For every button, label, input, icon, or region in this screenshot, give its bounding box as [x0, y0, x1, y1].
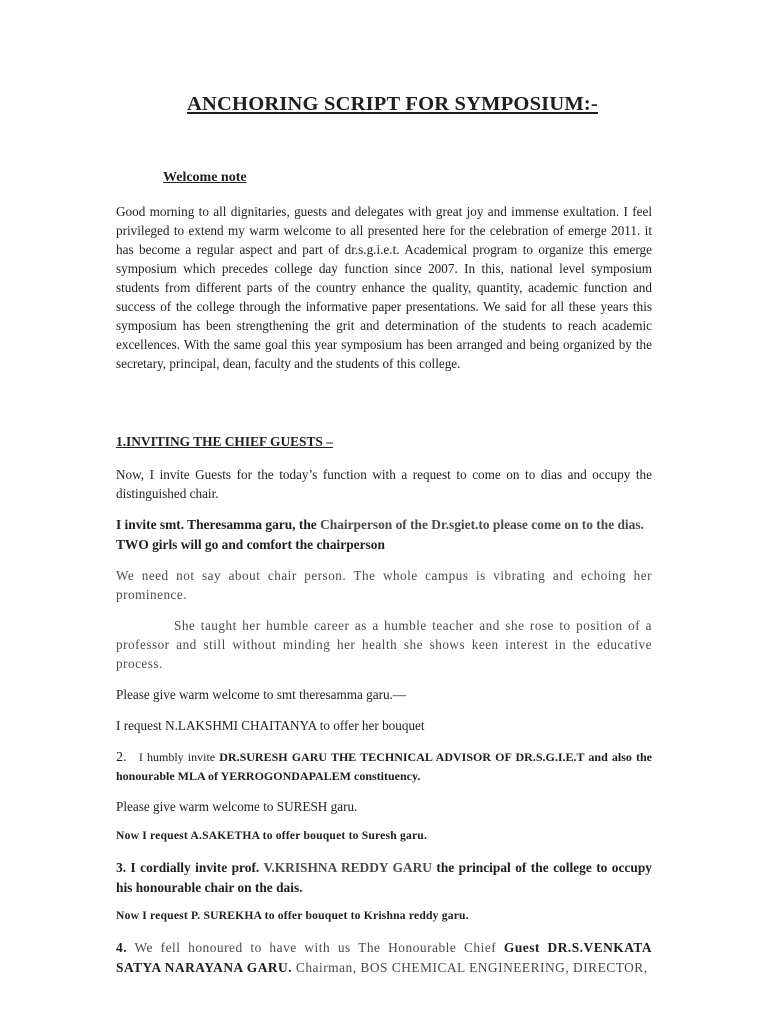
- item-4-guest: Guest DR.S.VENKATA SATYA NARAYANA GARU.: [116, 940, 652, 975]
- item-4-tail: Chairman, BOS CHEMICAL ENGINEERING, DIRECTOR,: [292, 960, 648, 975]
- section1-heading: 1.INVITING THE CHIEF GUESTS –: [116, 434, 333, 449]
- item-4-number: 4.: [116, 940, 128, 955]
- item-4-lead: We fell honoured to have with us The Honourable Chief: [127, 940, 504, 955]
- item-3-bouquet: Now I request P. SUREKHA to offer bouquet to Krishna reddy garu.: [116, 909, 469, 922]
- item-2-bouquet: Now I request A.SAKETHA to offer bouquet to Suresh garu.: [116, 829, 428, 842]
- item-2-lead: I humbly invite: [138, 750, 220, 764]
- invite-chairperson: [116, 515, 652, 555]
- welcome-paragraph: Good morning to all dignitaries, guests and delegates with great joy and immense exultation. I feel privileged to extend my warm welcome to all presented here for the celebration of emerge 2011. it has become a regular aspect and part of dr.s.g.i.e.t. Academical program to organize this emerge symposium which precedes college day function since 2007. In this, national level symposium students from different parts of the country enhance the quality, quantity, academic function and success of the college through the informative paper presentations. We said for all these years this symposium has been strengthening the grit and determination of the students to reach academic excellences. With the same goal this year symposium has been arranged and being organized by the secretary, principal, dean, faculty and the students of this college.: [116, 204, 652, 371]
- item-2-number: 2.: [116, 750, 127, 765]
- item-3-number: 3.: [116, 860, 127, 875]
- item-3-tail: the principal of the college to occupy his honourable chair on the dais.: [116, 860, 652, 895]
- page-title: ANCHORING SCRIPT FOR SYMPOSIUM:-: [187, 93, 598, 115]
- item-3-name: V.KRISHNA REDDY GARU: [263, 860, 432, 875]
- section1-intro: Now, I invite Guests for the today’s function with a request to come on to dias and occupy the distinguished chair.: [116, 467, 652, 501]
- invite-chairperson-role: Chairperson of the Dr.sgiet.to please come on to the dias.: [320, 517, 644, 532]
- invite-chairperson-lead: I invite smt. Theresamma garu, the: [116, 517, 321, 532]
- welcome-smt-line: Please give warm welcome to smt theresamma garu.—: [116, 687, 407, 702]
- welcome-note-heading: Welcome note: [163, 170, 247, 185]
- item-2-bold: DR.SURESH GARU THE TECHNICAL ADVISOR OF DR.S.G.I.E.T and also the honourable MLA of YERROGONDAPALEM constituency.: [116, 750, 653, 783]
- item-2-welcome: Please give warm welcome to SURESH garu.: [116, 799, 358, 814]
- item-2-invite: [116, 748, 652, 785]
- career-note: She taught her humble career as a humble teacher and she rose to position of a professor and still without minding her health she shows keen interest in the educative process.: [116, 618, 652, 671]
- bouquet-request-1: I request N.LAKSHMI CHAITANYA to offer her bouquet: [116, 718, 425, 733]
- chairperson-note: We need not say about chair person. The whole campus is vibrating and echoing her prominence.: [116, 568, 652, 602]
- item-4-invite: [116, 938, 652, 978]
- invite-chairperson-tail: TWO girls will go and comfort the chairperson: [116, 537, 385, 552]
- item-3-invite: [116, 858, 652, 898]
- item-3-lead: I cordially invite prof.: [126, 860, 264, 875]
